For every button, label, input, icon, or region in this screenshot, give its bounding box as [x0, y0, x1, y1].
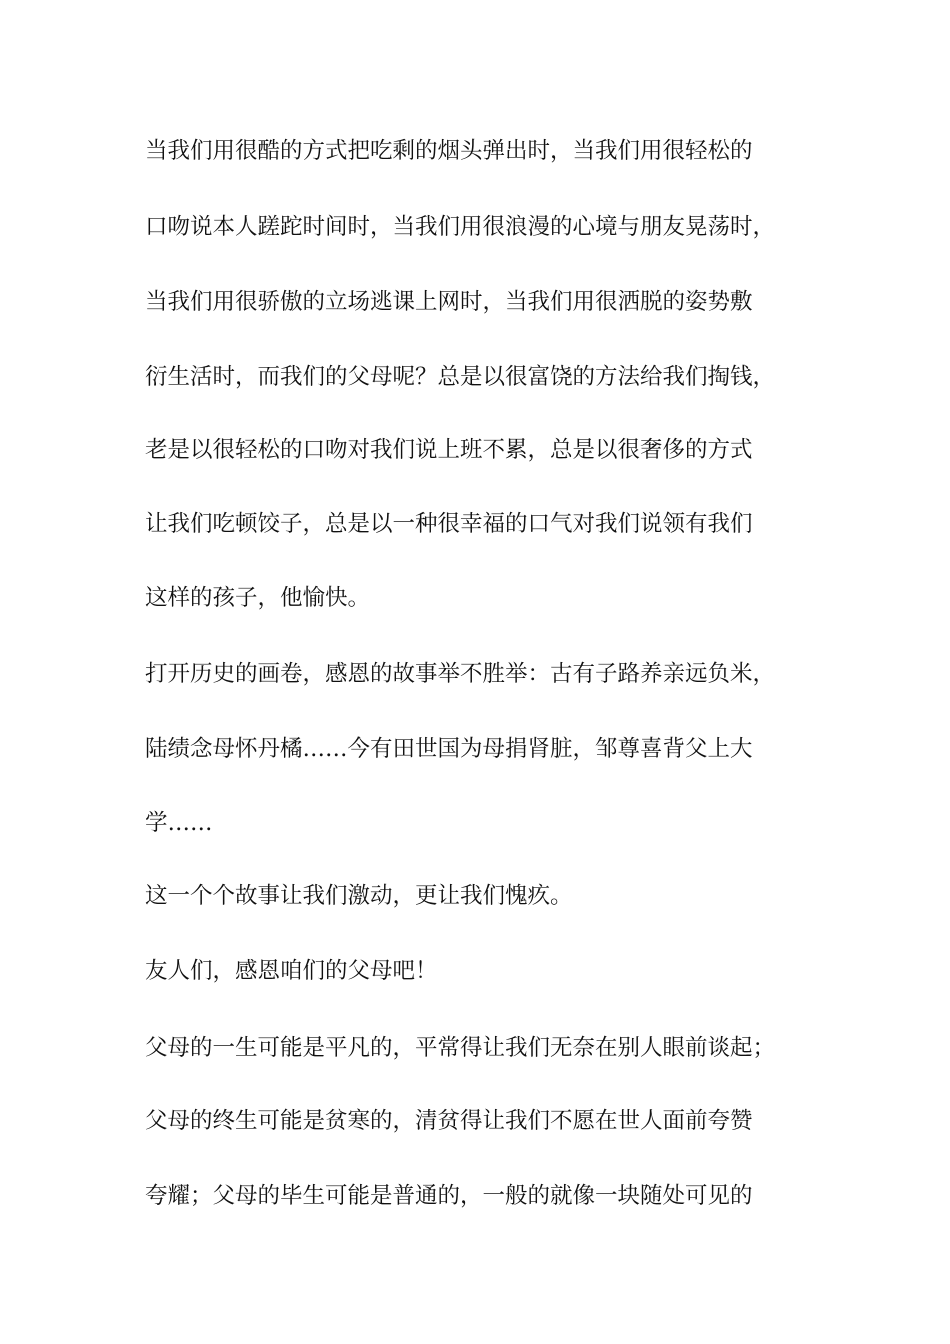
text-line: 老是以很轻松的口吻对我们说上班不累，总是以很奢侈的方式 — [145, 437, 753, 463]
text-line: 友人们，感恩咱们的父母吧！ — [145, 958, 438, 984]
text-line: 夸耀；父母的毕生可能是普通的，一般的就像一块随处可见的 — [145, 1183, 753, 1209]
text-line: 陆绩念母怀丹橘……今有田世国为母捐肾脏，邹尊喜背父上大 — [145, 736, 753, 762]
text-line: 父母的一生可能是平凡的，平常得让我们无奈在别人眼前谈起； — [145, 1035, 776, 1061]
text-line: 衍生活时，而我们的父母呢？总是以很富饶的方法给我们掏钱， — [145, 364, 776, 390]
text-line: 口吻说本人蹉跎时间时，当我们用很浪漫的心境与朋友晃荡时， — [145, 214, 776, 240]
text-line: 当我们用很骄傲的立场逃课上网时，当我们用很洒脱的姿势敷 — [145, 289, 753, 315]
text-line: 学…… — [145, 810, 213, 836]
text-line: 让我们吃顿饺子，总是以一种很幸福的口气对我们说领有我们 — [145, 511, 753, 537]
text-line: 打开历史的画卷，感恩的故事举不胜举：古有子路养亲远负米， — [145, 661, 776, 687]
text-line: 当我们用很酷的方式把吃剩的烟头弹出时，当我们用很轻松的 — [145, 138, 753, 164]
text-line: 父母的终生可能是贫寒的，清贫得让我们不愿在世人面前夸赞 — [145, 1108, 753, 1134]
text-line: 这一个个故事让我们激动，更让我们愧疚。 — [145, 883, 573, 909]
text-line: 这样的孩子，他愉快。 — [145, 585, 371, 611]
